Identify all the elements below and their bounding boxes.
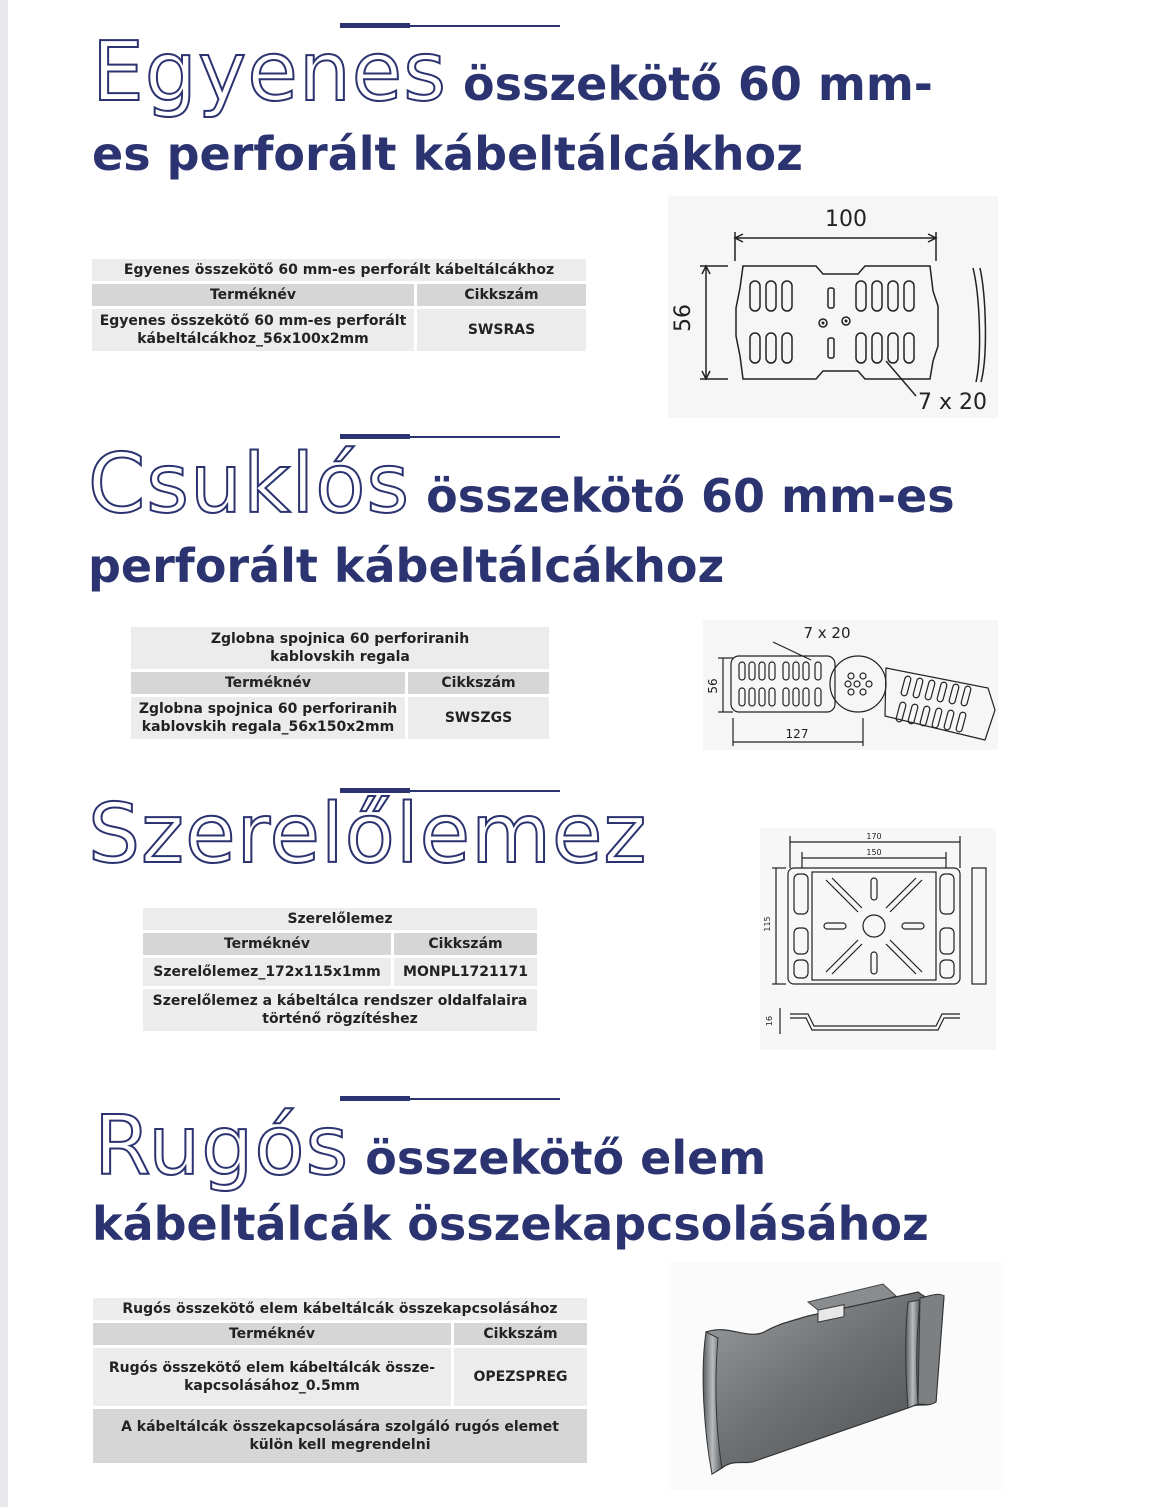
table-caption-line2: kablovskih regala <box>270 649 410 665</box>
title-outline-word: Szerelőlemez <box>88 787 648 882</box>
dimension-hole-label: 7 x 20 <box>803 624 851 642</box>
title-outline-word: Egyenes <box>92 25 447 120</box>
spring-connector-image <box>668 1262 1004 1490</box>
table-note-line2: történő rögzítéshez <box>262 1011 418 1027</box>
section-title-rugos-line2: kábeltálcák összekapcsolásához <box>92 1197 929 1251</box>
spec-table-egyenes <box>92 256 586 354</box>
col-header-code: Cikkszám <box>391 933 537 955</box>
product-name-line2: kapcsolásához_0.5mm <box>184 1378 360 1394</box>
title-outline-word: Rugós <box>94 1099 350 1194</box>
table-caption: Rugós összekötő elem kábeltálcák összekapcsolásához <box>93 1298 587 1320</box>
table-note <box>93 1409 587 1463</box>
dimension-width-label: 100 <box>825 207 867 232</box>
col-header-code: Cikkszám <box>405 672 549 694</box>
dimension-height-label: 56 <box>706 678 720 694</box>
drawing-hinged-connector <box>703 620 998 750</box>
table-note-line1: A kábeltálcák összekapcsolására szolgáló rugós elemet <box>121 1419 559 1435</box>
product-name-cell <box>131 697 405 739</box>
table-note <box>143 989 537 1031</box>
title-line1: összekötő 60 mm- <box>463 57 933 111</box>
table-caption: Egyenes összekötő 60 mm-es perforált kábeltálcákhoz <box>92 259 586 281</box>
section-title-csuklos-line2: perforált kábeltálcákhoz <box>88 539 725 593</box>
section-title-szerelolemez <box>88 788 647 882</box>
dimension-height-label: 115 <box>763 916 772 932</box>
col-header-code: Cikkszám <box>414 284 586 306</box>
spec-table-rugos <box>93 1295 587 1466</box>
title-line1: összekötő elem <box>365 1131 767 1185</box>
drawing-straight-connector <box>668 196 998 418</box>
table-caption <box>131 627 549 669</box>
col-header-name: Terméknév <box>93 1323 451 1345</box>
product-name-line2: kábeltálcákhoz_56x100x2mm <box>137 331 369 347</box>
product-code: MONPL1721171 <box>391 958 537 986</box>
dimension-length-label: 127 <box>785 727 809 741</box>
product-name-cell <box>92 309 414 351</box>
product-name-line1: Zglobna spojnica 60 perforiranih <box>138 701 398 717</box>
dimension-depth-label: 16 <box>765 1015 774 1027</box>
product-name-cell <box>93 1348 451 1406</box>
col-header-code: Cikkszám <box>451 1323 587 1345</box>
section-title-rugos <box>94 1100 766 1194</box>
product-code: SWSRAS <box>414 309 586 351</box>
product-code: OPEZSPREG <box>451 1348 587 1406</box>
dimension-hole-label: 7 x 20 <box>918 390 987 415</box>
product-name: Szerelőlemez_172x115x1mm <box>143 958 391 986</box>
dimension-inner-width-label: 150 <box>866 848 882 857</box>
table-note-line1: Szerelőlemez a kábeltálca rendszer oldalfalaira <box>152 993 528 1009</box>
dimension-height-label: 56 <box>671 304 696 332</box>
title-line1: összekötő 60 mm-es <box>426 469 955 523</box>
spec-table-csuklos <box>131 624 549 742</box>
section-title-egyenes-line2: es perforált kábeltálcákhoz <box>92 127 803 181</box>
section-title-csuklos <box>88 438 955 532</box>
dimension-outer-width-label: 170 <box>866 832 882 841</box>
table-caption-line1: Zglobna spojnica 60 perforiranih <box>210 631 470 647</box>
col-header-name: Terméknév <box>143 933 391 955</box>
product-code: SWSZGS <box>405 697 549 739</box>
product-name-line1: Egyenes összekötő 60 mm-es perforált <box>99 313 407 329</box>
table-note-line2: külön kell megrendelni <box>249 1437 431 1453</box>
product-name-line2: kablovskih regala_56x150x2mm <box>141 719 395 735</box>
page-edge <box>0 0 8 1507</box>
title-outline-word: Csuklós <box>88 437 411 532</box>
drawing-mounting-plate <box>760 828 996 1050</box>
spec-table-szerelolemez <box>143 905 537 1034</box>
table-caption: Szerelőlemez <box>143 908 537 930</box>
product-name-line1: Rugós összekötő elem kábeltálcák össze- <box>108 1360 436 1376</box>
col-header-name: Terméknév <box>92 284 414 306</box>
section-title-egyenes <box>92 26 933 120</box>
col-header-name: Terméknév <box>131 672 405 694</box>
